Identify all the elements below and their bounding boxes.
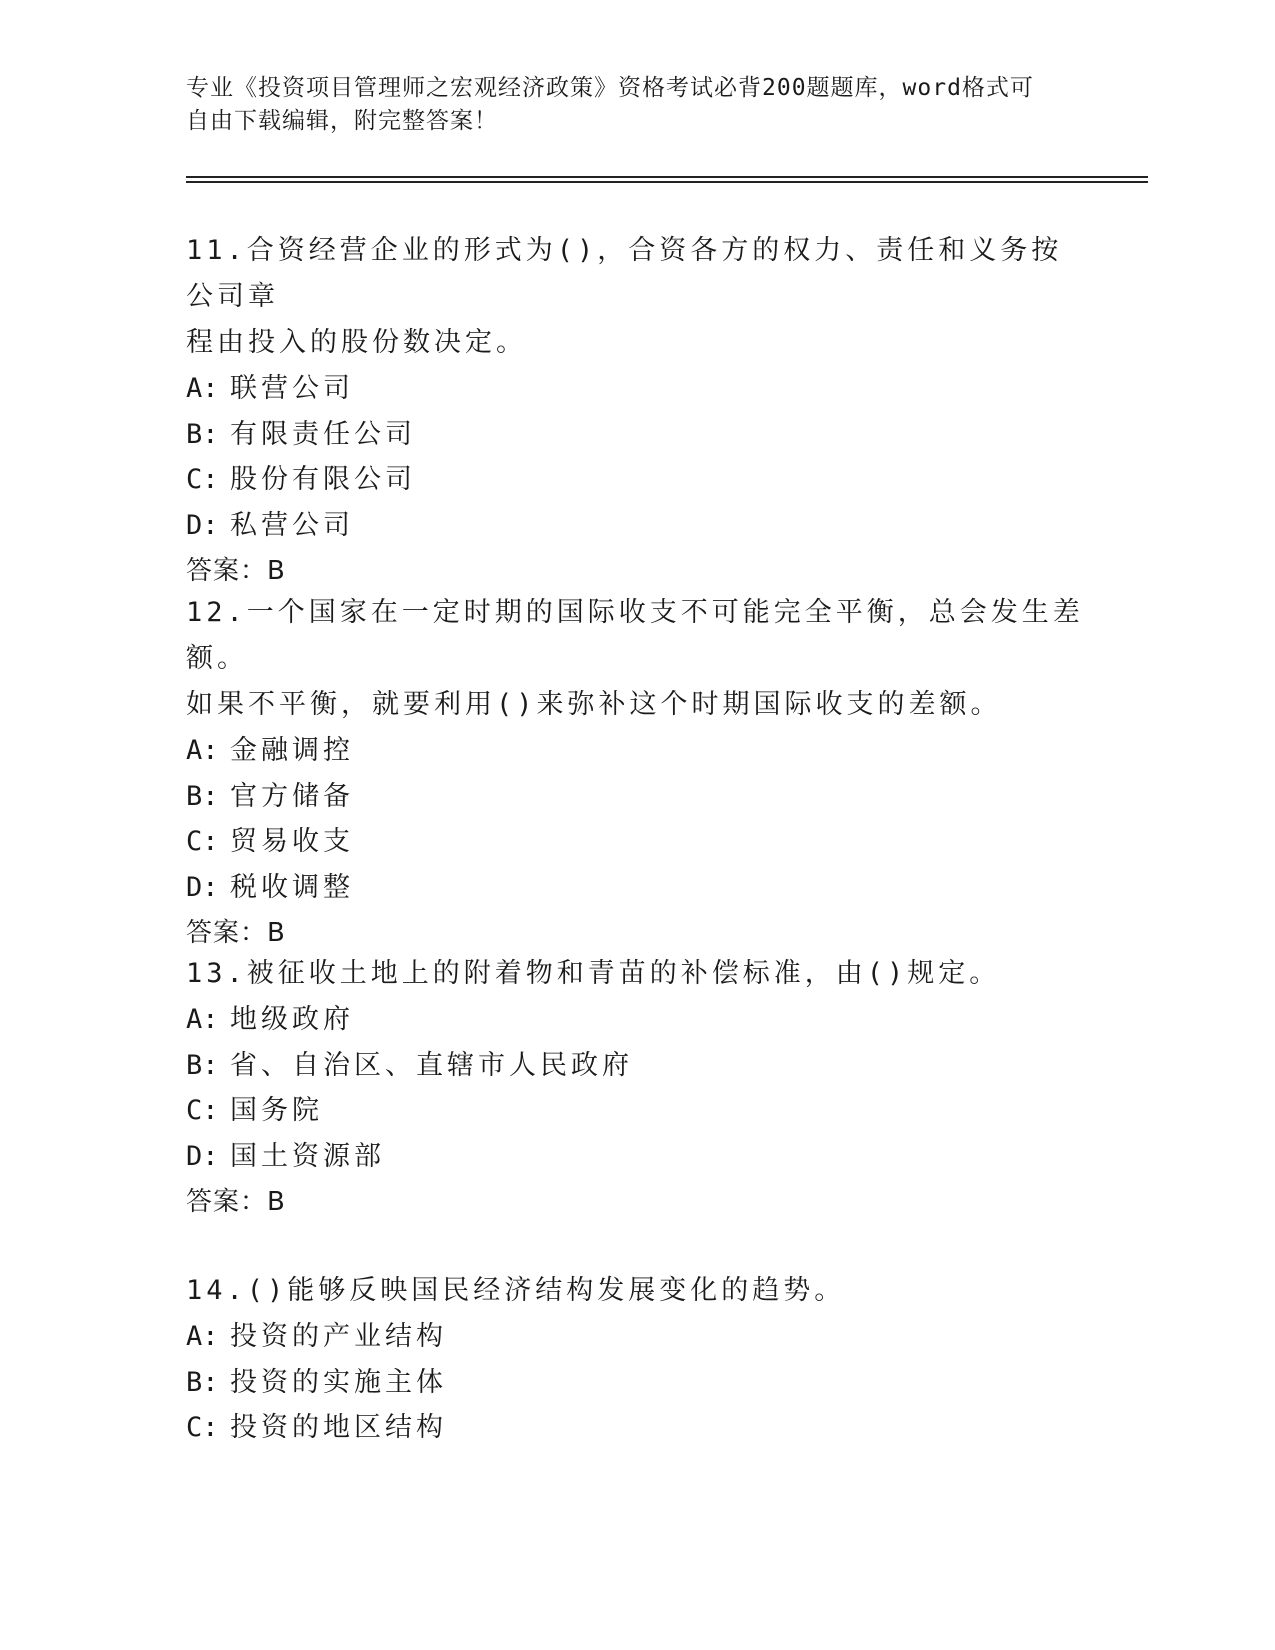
option-text: 官方储备 <box>230 780 354 812</box>
option-text: 金融调控 <box>230 735 354 766</box>
question-11 <box>186 228 1086 594</box>
option-a <box>186 1314 1086 1360</box>
option-d <box>186 865 1086 911</box>
question-text-line: 如果不平衡，就要利用()来弥补这个时期国际收支的差额。 <box>186 689 1002 720</box>
document-header <box>186 72 1066 138</box>
option-key: D: <box>186 509 219 541</box>
option-b <box>186 774 1086 820</box>
question-12 <box>186 590 1086 956</box>
option-text: 投资的产业结构 <box>230 1321 447 1352</box>
option-text: 投资的实施主体 <box>230 1366 447 1398</box>
option-key: B: <box>186 1049 219 1081</box>
header-line-1: 专业《投资项目管理师之宏观经济政策》资格考试必背200题题库，word格式可 <box>186 75 1034 101</box>
option-key: C: <box>186 826 219 857</box>
option-b <box>186 1043 1086 1089</box>
answer-line: 答案：B <box>186 556 286 586</box>
option-a <box>186 728 1086 774</box>
question-13 <box>186 951 1086 1225</box>
option-text: 投资的地区结构 <box>230 1412 447 1443</box>
option-text: 地级政府 <box>230 1004 354 1035</box>
option-key: A: <box>186 1004 219 1035</box>
option-key: C: <box>186 1095 219 1126</box>
option-key: D: <box>186 871 219 903</box>
header-line-2: 自由下载编辑，附完整答案！ <box>186 108 498 134</box>
option-c <box>186 1405 1086 1451</box>
option-c <box>186 1088 1086 1134</box>
option-key: B: <box>186 1366 219 1398</box>
header-divider-bottom <box>186 181 1148 183</box>
option-text: 有限责任公司 <box>230 418 416 450</box>
answer-line: 答案：B <box>186 918 286 948</box>
option-key: D: <box>186 1140 219 1172</box>
answer-line: 答案：B <box>186 1187 286 1217</box>
option-key: A: <box>186 1321 219 1352</box>
question-14 <box>186 1268 1086 1451</box>
option-text: 联营公司 <box>230 373 354 404</box>
question-text-line: 12.一个国家在一定时期的国际收支不可能完全平衡，总会发生差额。 <box>186 597 1084 674</box>
option-text: 国土资源部 <box>230 1140 385 1172</box>
question-text-line: 14.()能够反映国民经济结构发展变化的趋势。 <box>186 1275 846 1306</box>
option-key: B: <box>186 418 219 450</box>
option-text: 股份有限公司 <box>230 464 416 495</box>
question-text-line: 13.被征收土地上的附着物和青苗的补偿标准，由()规定。 <box>186 958 1001 989</box>
option-key: A: <box>186 735 219 766</box>
option-key: A: <box>186 373 219 404</box>
option-d <box>186 1134 1086 1180</box>
option-a <box>186 997 1086 1043</box>
option-text: 省、自治区、直辖市人民政府 <box>230 1049 633 1081</box>
question-text-line: 11.合资经营企业的形式为()，合资各方的权力、责任和义务按公司章 <box>186 235 1063 312</box>
question-text-line: 程由投入的股份数决定。 <box>186 327 527 358</box>
option-text: 国务院 <box>230 1095 323 1126</box>
header-divider-top <box>186 176 1148 178</box>
option-key: B: <box>186 780 219 812</box>
option-text: 贸易收支 <box>230 826 354 857</box>
option-c <box>186 457 1086 503</box>
option-a <box>186 366 1086 412</box>
option-b <box>186 1360 1086 1406</box>
option-c <box>186 819 1086 865</box>
option-key: C: <box>186 464 219 495</box>
option-text: 私营公司 <box>230 509 354 541</box>
option-key: C: <box>186 1412 219 1443</box>
option-b <box>186 412 1086 458</box>
option-d <box>186 503 1086 549</box>
option-text: 税收调整 <box>230 871 354 903</box>
